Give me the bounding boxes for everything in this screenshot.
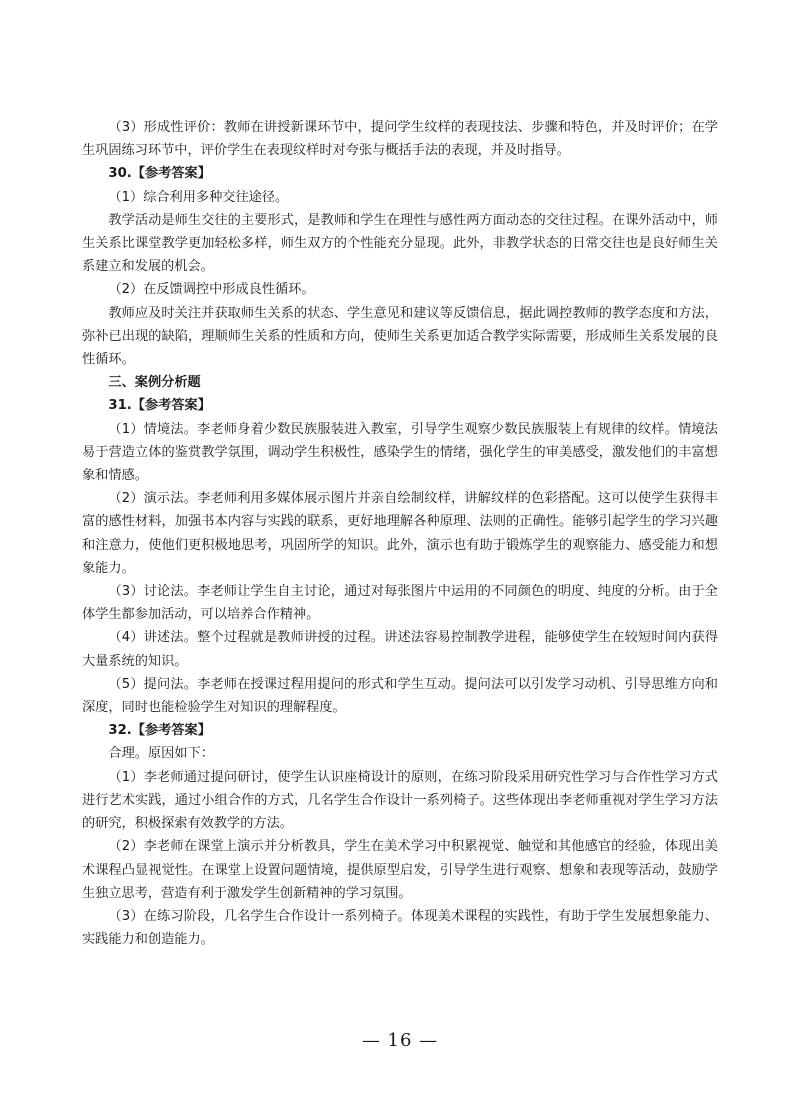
paragraph-32-point-1: （1）李老师通过提问研讨，使学生认识座椅设计的原则，在练习阶段采用研究性学习与合作性学习方式进行艺术实践，通过小组合作的方式，几名学生合作设计一系列椅子。这些体现出李老师重视对学生学习方法的研究，积极探索有效教学的方法。	[82, 769, 718, 832]
answer-heading-30: 30.【参考答案】	[108, 166, 211, 182]
paragraph-31-demonstration-method: （2）演示法。李老师利用多媒体展示图片并亲自绘制纹样，讲解纹样的色彩搭配。这可以使学生获得丰富的感性材料，加强书本内容与实践的联系，更好地理解各种原理、法则的正确性。能够引起学生的学习兴趣和注意力，使他们更积极地思考，巩固所学的知识。此外，演示也有助于锻炼学生的观察能力、感受能力和想象能力。	[82, 491, 718, 576]
paragraph-32-point-2: （2）李老师在课堂上演示并分析教具，学生在美术学习中积累视觉、触觉和其他感官的经验，体现出美术课程凸显视觉性。在课堂上设置问题情境，提供原型启发，引导学生进行观察、想象和表现等活动，鼓励学生独立思考，营造有利于激发学生创新精神的学习氛围。	[82, 839, 718, 901]
paragraph-30-1-body: 教学活动是师生交往的主要形式，是教师和学生在理性与感性两方面动态的交往过程。在课外活动中，师生关系比课堂教学更加轻松多样，师生双方的个性能充分显现。此外，非教学状态的日常交往也是良好师生关系建立和发展的机会。	[82, 212, 718, 275]
section-heading-case-analysis: 三、案例分析题	[108, 375, 201, 391]
point-heading-30-2: （2）在反馈调控中形成良性循环。	[108, 282, 315, 298]
paragraph-32-point-3: （3）在练习阶段，几名学生合作设计一系列椅子。体现美术课程的实践性，有助于学生发展想象能力、实践能力和创造能力。	[82, 908, 718, 948]
paragraph-30-2-body: 教师应及时关注并获取师生关系的状态、学生意见和建议等反馈信息，据此调控教师的教学态度和方法，弥补已出现的缺陷，理顺师生关系的性质和方向，使师生关系更加适合教学实际需要，形成师生关系发展的良性循环。	[82, 305, 718, 368]
answer-heading-32: 32.【参考答案】	[108, 723, 211, 739]
point-heading-30-1: （1）综合利用多种交往途径。	[108, 189, 289, 205]
paragraph-31-questioning-method: （5）提问法。李老师在授课过程用提问的形式和学生互动。提问法可以引发学习动机、引导思维方向和深度，同时也能检验学生对知识的理解程度。	[82, 676, 718, 716]
answer-heading-31: 31.【参考答案】	[108, 398, 211, 414]
paragraph-32-intro: 合理。原因如下：	[108, 746, 214, 762]
paragraph-31-discussion-method: （3）讨论法。李老师让学生自主讨论，通过对每张图片中运用的不同颜色的明度、纯度的分析。由于全体学生都参加活动，可以培养合作精神。	[82, 584, 718, 623]
page-number: — 16 —	[361, 1030, 439, 1051]
paragraph-formative-evaluation: （3）形成性评价：教师在讲授新课环节中，提问学生纹样的表现技法、步骤和特色，并及时评价；在学生巩固练习环节中，评价学生在表现纹样时对夸张与概括手法的表现，并及时指导。	[82, 120, 718, 159]
paragraph-31-situation-method: （1）情境法。李老师身着少数民族服装进入教室，引导学生观察少数民族服装上有规律的纹样。情境法易于营造立体的鉴赏教学氛围，调动学生积极性，感染学生的情绪，强化学生的审美感受，激发他们的丰富想象和情感。	[82, 421, 718, 484]
paragraph-31-lecture-method: （4）讲述法。整个过程就是教师讲授的过程。讲述法容易控制教学进程，能够使学生在较短时间内获得大量系统的知识。	[82, 630, 718, 669]
